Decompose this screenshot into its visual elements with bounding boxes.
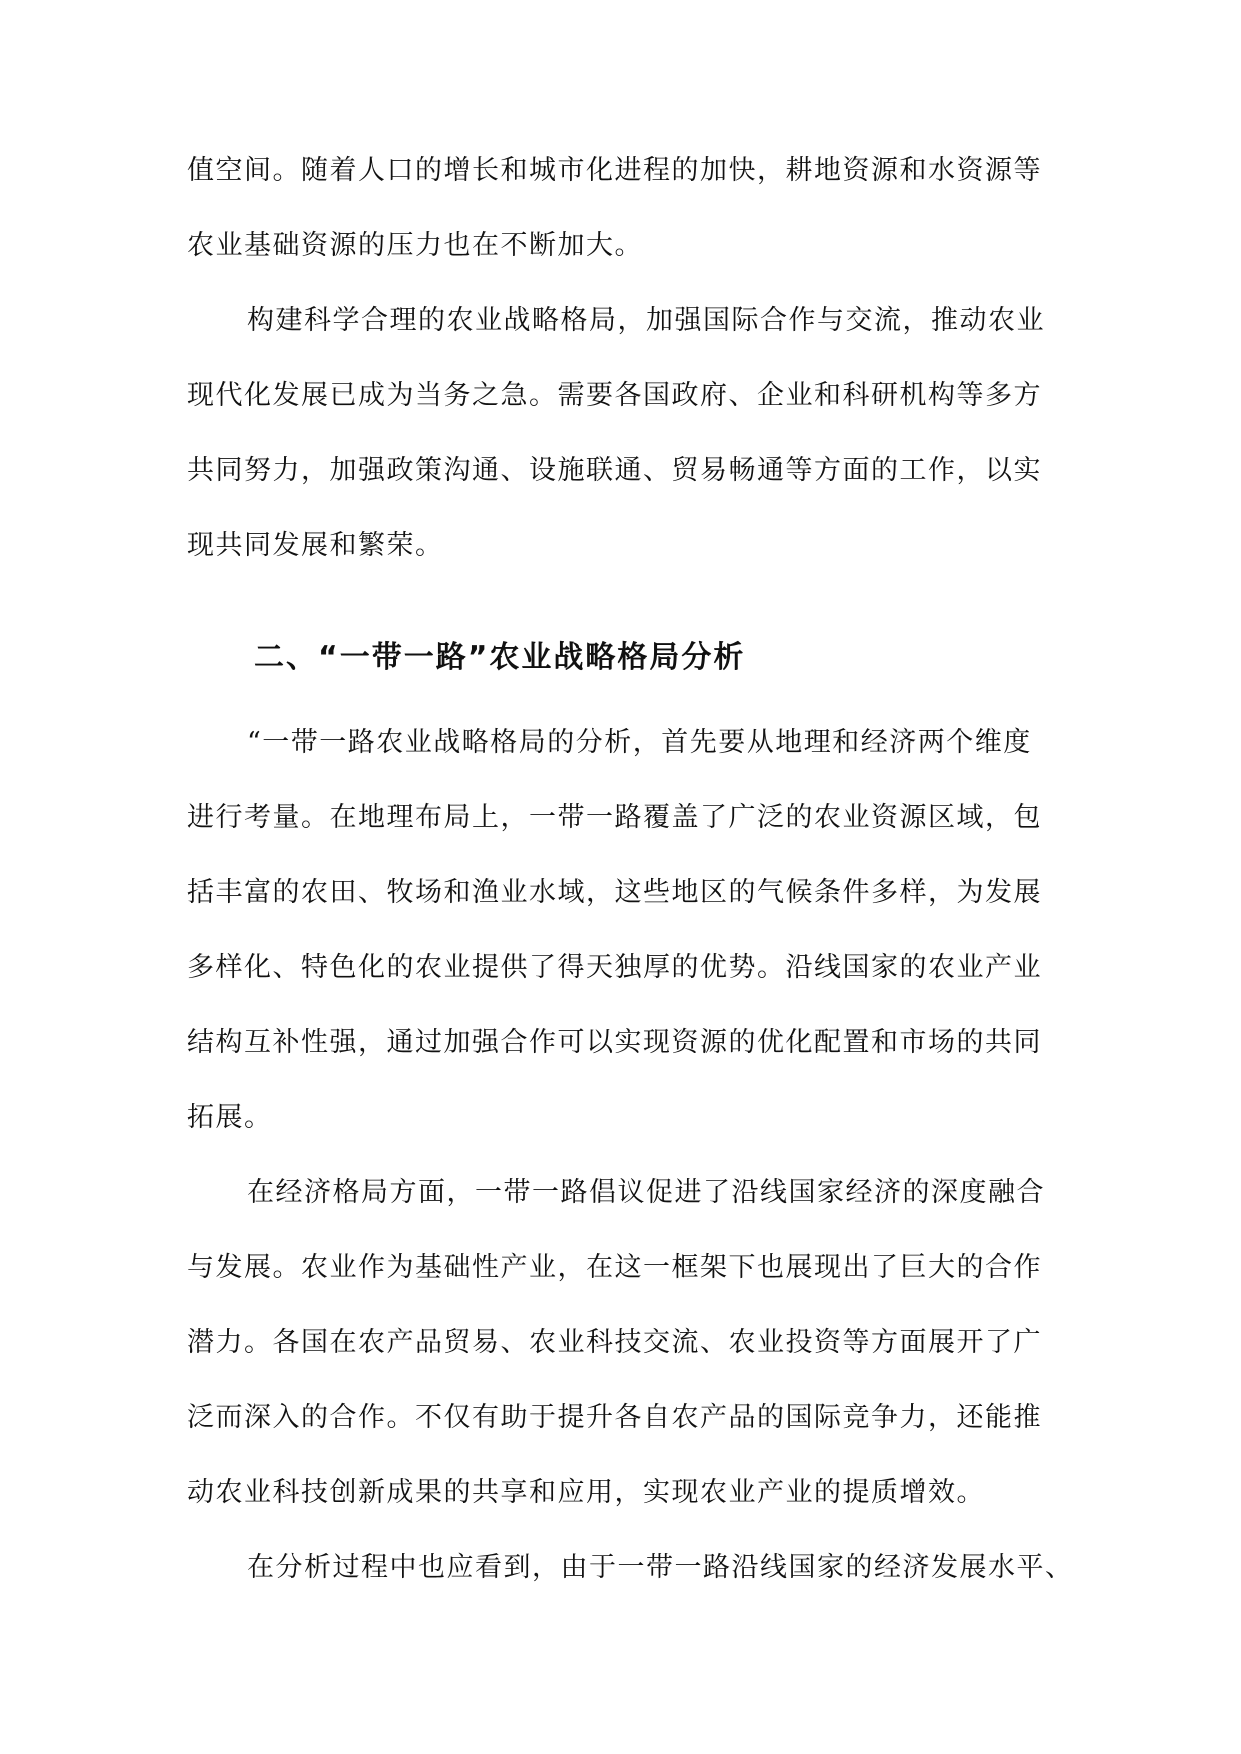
paragraph-line: 多样化、特色化的农业提供了得天独厚的优势。沿线国家的农业产业 — [187, 952, 1042, 983]
paragraph-line: 拓展。 — [187, 1102, 273, 1133]
paragraph-line: 泛而深入的合作。不仅有助于提升各自农产品的国际竞争力，还能推 — [187, 1402, 1042, 1433]
paragraph-line: 共同努力，加强政策沟通、设施联通、贸易畅通等方面的工作，以实 — [187, 455, 1042, 486]
paragraph-line: 在经济格局方面，一带一路倡议促进了沿线国家经济的深度融合 — [247, 1177, 1045, 1208]
paragraph-line: 在分析过程中也应看到，由于一带一路沿线国家的经济发展水平、 — [247, 1552, 1074, 1583]
paragraph-line: 括丰富的农田、牧场和渔业水域，这些地区的气候条件多样，为发展 — [187, 877, 1042, 908]
paragraph-line: 结构互补性强，通过加强合作可以实现资源的优化配置和市场的共同 — [187, 1027, 1042, 1058]
paragraph-line: 潜力。各国在农产品贸易、农业科技交流、农业投资等方面展开了广 — [187, 1327, 1042, 1358]
section-heading: 二、“一带一路”农业战略格局分析 — [254, 640, 746, 675]
paragraph-line: “一带一路农业战略格局的分析，首先要从地理和经济两个维度 — [247, 727, 1032, 758]
paragraph-line: 现共同发展和繁荣。 — [187, 530, 444, 561]
paragraph-line: 与发展。农业作为基础性产业，在这一框架下也展现出了巨大的合作 — [187, 1252, 1042, 1283]
paragraph-line: 构建科学合理的农业战略格局，加强国际合作与交流，推动农业 — [247, 305, 1045, 336]
paragraph-line: 值空间。随着人口的增长和城市化进程的加快，耕地资源和水资源等 — [187, 155, 1042, 186]
paragraph-line: 农业基础资源的压力也在不断加大。 — [187, 230, 643, 261]
paragraph-line: 动农业科技创新成果的共享和应用，实现农业产业的提质增效。 — [187, 1477, 985, 1508]
paragraph-line: 现代化发展已成为当务之急。需要各国政府、企业和科研机构等多方 — [187, 380, 1042, 411]
paragraph-line: 进行考量。在地理布局上，一带一路覆盖了广泛的农业资源区域，包 — [187, 802, 1042, 833]
